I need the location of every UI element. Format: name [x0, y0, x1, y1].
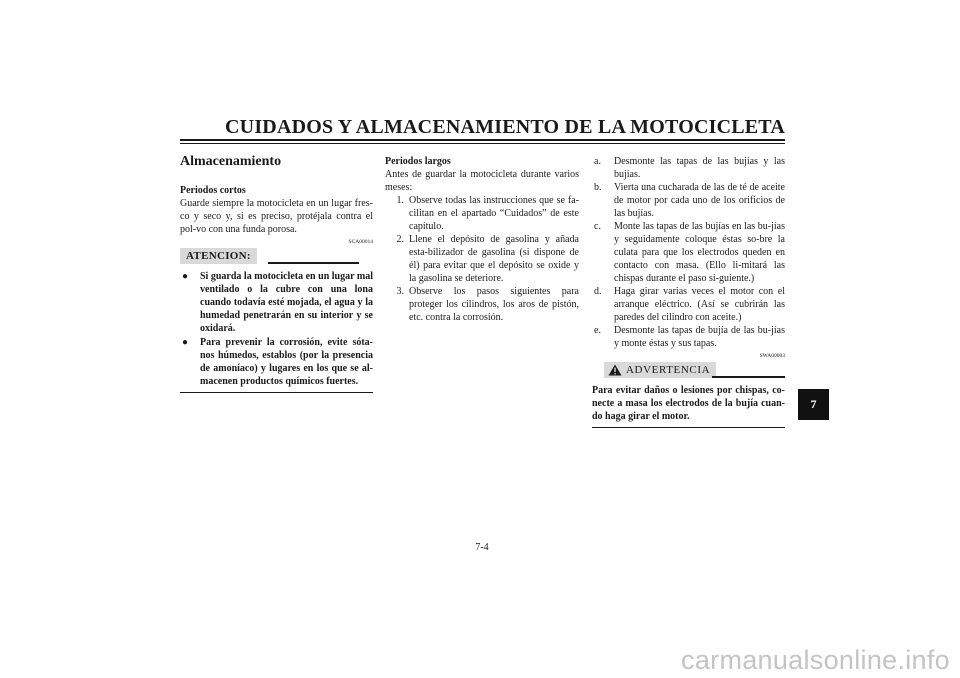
storage-substep: [592, 181, 785, 220]
storage-substep: [592, 324, 785, 350]
long-periods-heading: Periodos largos: [385, 156, 451, 167]
step-number: 1.: [396, 195, 404, 206]
storage-step: [385, 233, 579, 285]
caution-bullet: [180, 270, 373, 335]
left-column: [180, 150, 373, 393]
substep-letter: c.: [594, 221, 601, 232]
long-periods-intro: Antes de guardar la motocicleta durante varios meses:: [385, 169, 579, 193]
chapter-tab: 7: [798, 389, 829, 420]
substep-text: Desmonte las tapas de bujía de las bu-jías y monte éstas y sus tapas.: [614, 325, 785, 349]
header-rule-thin: [180, 143, 785, 144]
warning-label: ADVERTENCIA: [626, 364, 711, 376]
warning-header: [592, 362, 785, 380]
watermark: carmanualsonline.info: [681, 645, 950, 675]
warning-code: SWA00003: [759, 353, 785, 359]
storage-substep: [592, 155, 785, 181]
bullet-icon: ●: [182, 271, 189, 282]
substep-text: Desmonte las tapas de las bujías y las bujías.: [614, 156, 785, 180]
step-number: 3.: [396, 286, 404, 297]
bullet-icon: ●: [182, 337, 189, 348]
storage-substep: [592, 220, 785, 285]
caution-code: SCA00014: [348, 239, 373, 245]
warning-triangle-icon: [608, 364, 622, 376]
short-periods-text: Guarde siempre la motocicleta en un lugar fres-co y seco y, si es preciso, protéjala contra el pol-vo con una funda porosa.: [180, 198, 373, 235]
right-column: [592, 155, 785, 428]
caution-header: [180, 248, 373, 266]
substep-letter: b.: [594, 182, 602, 193]
warning-rule: [712, 376, 785, 378]
step-text: Observe los pasos siguientes para proteger los cilindros, los aros de pistón, etc. contra la corrosión.: [409, 286, 579, 323]
middle-column: [385, 155, 579, 324]
warning-text: Para evitar daños o lesiones por chispas, co-necte a masa los electrodos de la bujía cuan-do haga girar el motor.: [592, 384, 785, 428]
substep-letter: a.: [594, 156, 601, 167]
substep-letter: d.: [594, 286, 602, 297]
short-periods-heading: Periodos cortos: [180, 185, 246, 196]
storage-step: [385, 194, 579, 233]
section-title: Almacenamiento: [180, 154, 282, 169]
page-title: CUIDADOS Y ALMACENAMIENTO DE LA MOTOCICLETA: [225, 116, 785, 138]
step-number: 2.: [396, 234, 404, 245]
substep-text: Haga girar varias veces el motor con el arranque eléctrico. (Así se cubrirán las paredes del cilindro con aceite.): [614, 286, 785, 323]
header-rule-thick: [180, 139, 785, 141]
substep-letter: e.: [594, 325, 601, 336]
step-text: Llene el depósito de gasolina y añada esta-bilizador de gasolina (si dispone de él) para evitar que el depósito se oxide y la gasolina se deteriore.: [409, 234, 579, 284]
caution-bullet-text: Para prevenir la corrosión, evite sóta-nos húmedos, establos (por la presencia de amoníaco) y lugares en los que se al-macenen productos químicos fuertes.: [200, 337, 373, 387]
step-text: Observe todas las instrucciones que se fa-cilitan en el apartado “Cuidados” de este capítulo.: [409, 195, 579, 232]
page-number: 7-4: [475, 542, 489, 553]
caution-bullet: [180, 336, 373, 388]
caution-rule: [268, 262, 359, 264]
storage-substep: [592, 285, 785, 324]
storage-step: [385, 285, 579, 324]
caution-box: [180, 270, 373, 393]
substep-text: Monte las tapas de las bujías en las bu-jías y seguidamente coloque éstas so-bre la culata para que los electrodos queden en contacto con masa. (Ello li-mitará las chispas durante el paso si-guiente.): [614, 221, 785, 284]
caution-label: ATENCION:: [180, 248, 257, 264]
substep-text: Vierta una cucharada de las de té de aceite de motor por cada uno de los orificios de las bujías.: [614, 182, 785, 219]
caution-bullet-text: Si guarda la motocicleta en un lugar mal ventilado o la cubre con una lona cuando todavía esté mojada, el agua y la humedad penetrarán en su interior y se oxidará.: [200, 271, 373, 334]
warning-badge: [604, 362, 716, 378]
